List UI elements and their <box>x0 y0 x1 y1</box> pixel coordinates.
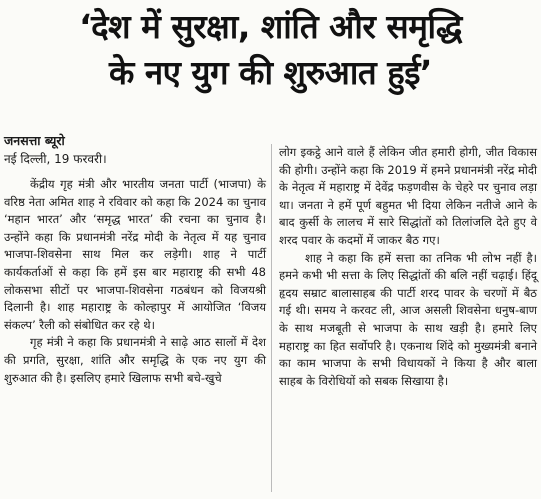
paragraph: गृह मंत्री ने कहा कि प्रधानमंत्री ने साढ़े आठ सालों में देश की प्रगति, सुरक्षा, शांति और समृद्धि के एक नए युग की शुरुआत की है। इसलिए हमारे खिलाफ सभी बचे-खुचे <box>4 335 266 385</box>
byline-agency: जनसत्ता ब्यूरो <box>4 133 65 148</box>
headline-line-1: ‘देश में सुरक्षा, शांति और समृद्धि <box>79 7 462 46</box>
dateline: नई दिल्ली, 19 फरवरी। <box>4 152 107 166</box>
left-column <box>4 132 266 387</box>
headline-line-2: के नए युग की शुरुआत हुई’ <box>109 53 432 92</box>
paragraph: शाह ने कहा कि हमें सत्ता का तनिक भी लोभ नहीं है। हमने कभी भी सत्ता के लिए सिद्धांतों की बलि नहीं चढ़ाई। हिंदू हृदय सम्राट बालासाहब की पार्टी शरद पावर के चरणों में बैठ गई थी। समय ने करवट ली, आज असली शिवसेना धनुष-बाण के साथ मजबूती से भाजपा के साथ खड़ी है। हमारे लिए महाराष्ट्र का हित सर्वोपरि है। एकनाथ शिंदे को मुख्यमंत्री बनाने का काम भाजपा के सभी विधायकों ने किया है और बाला साहब के विरोधियों को सबक सिखाया है। <box>279 250 537 388</box>
right-column <box>279 144 537 390</box>
paragraph: लोग इकट्ठे आने वाले हैं लेकिन जीत हमारी होगी, जीत विकास की होगी। उन्होंने कहा कि 2019 में हमने प्रधानमंत्री नरेंद्र मोदी के नेतृत्व में महाराष्ट्र में देवेंद्र फड़णवीस के चेहरे पर चुनाव लड़ा था। जनता ने हमें पूर्ण बहुमत भी दिया लेकिन नतीजे आने के बाद कुर्सी के लालच में सारे सिद्धांतों को तिलांजलि देते हुए वे शरद पवार के कदमों में जाकर बैठ गए। <box>279 145 537 247</box>
paragraph: केंद्रीय गृह मंत्री और भारतीय जनता पार्टी (भाजपा) के वरिष्ठ नेता अमित शाह ने रविवार को कहा कि 2024 का चुनाव ‘महान भारत’ और ‘समृद्ध भारत’ की रचना का चुनाव है। उन्होंने कहा कि प्रधानमंत्री नरेंद्र मोदी के नेतृत्व में यह चुनाव भाजपा-शिवसेना साथ मिल कर लड़ेगी। शाह ने पार्टी कार्यकर्ताओं से कहा कि हमें इस बार महाराष्ट्र की सभी 48 लोकसभा सीटों पर भाजपा-शिवसेना गठबंधन को विजयश्री दिलानी है। शाह महाराष्ट्र के कोल्हापुर में आयोजित ‘विजय संकल्प’ रैली को संबोधित कर रहे थे। <box>4 177 266 332</box>
headline <box>0 4 541 96</box>
column-divider <box>271 144 272 492</box>
